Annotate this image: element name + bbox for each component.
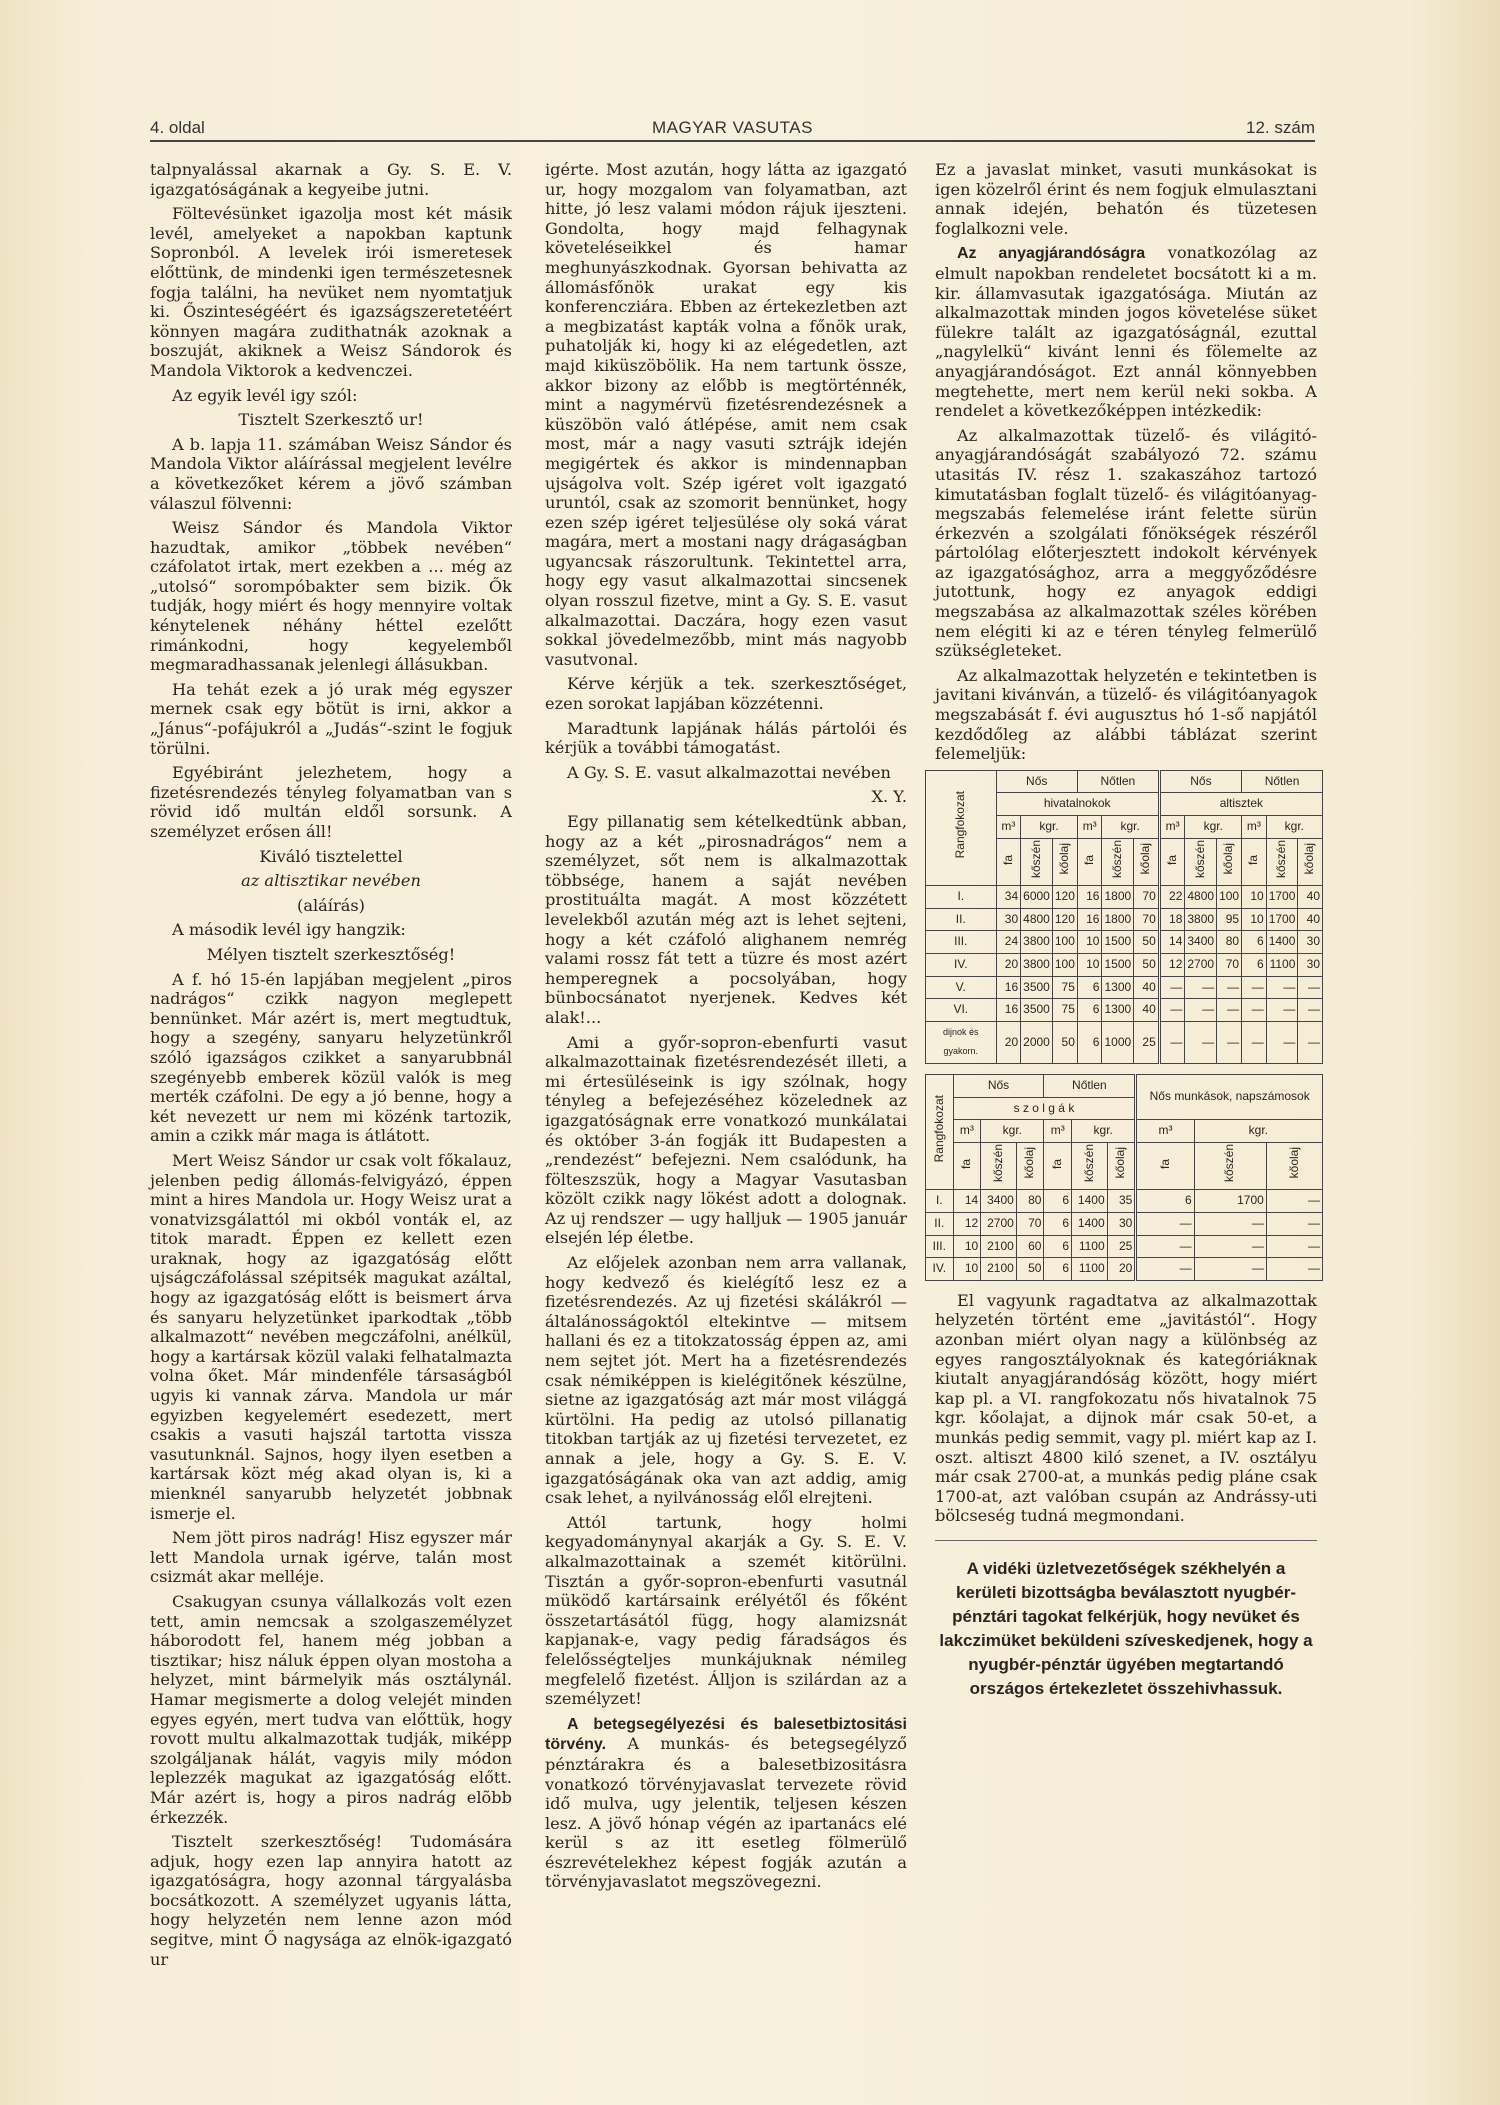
material-header — [1266, 838, 1298, 886]
table-cell: 25 — [1134, 1021, 1160, 1063]
material-label: kőszén — [1192, 839, 1207, 878]
table-cell: 1500 — [1102, 931, 1134, 954]
material-label: fa — [1049, 1159, 1064, 1170]
col-header: Nős munkások, napszámosok — [1136, 1074, 1323, 1119]
issue-number: 12. szám — [1246, 118, 1315, 137]
table-cell: 1100 — [1072, 1235, 1108, 1258]
table-cell: 16 — [1077, 908, 1102, 931]
table-row — [926, 1258, 1323, 1281]
table-cell: 34 — [996, 886, 1021, 909]
material-header — [1242, 838, 1267, 886]
table-cell: 50 — [1052, 1021, 1077, 1063]
material-label: kőszén — [1028, 839, 1043, 878]
material-header — [1298, 838, 1323, 886]
rank-cell: III. — [926, 1235, 954, 1258]
table-cell: 3500 — [1021, 976, 1053, 999]
table-cell: 2100 — [981, 1258, 1017, 1281]
material-label: kőolaj — [1221, 842, 1236, 875]
material-header — [1159, 838, 1185, 886]
table-cell: 16 — [1077, 886, 1102, 909]
rank-cell: V. — [926, 976, 997, 999]
table-cell: — — [1266, 1235, 1322, 1258]
table-cell: 1700 — [1266, 908, 1298, 931]
unit-header: kgr. — [981, 1120, 1044, 1143]
table-cell: 1300 — [1102, 999, 1134, 1022]
unit-header: m³ — [1159, 816, 1185, 839]
table-cell: 70 — [1134, 908, 1160, 931]
table-cell: 1800 — [1102, 908, 1134, 931]
table-cell: 6 — [1044, 1258, 1072, 1281]
newspaper-title: MAGYAR VASUTAS — [652, 118, 813, 137]
unit-header: kgr. — [1194, 1120, 1322, 1143]
table-cell: 6000 — [1021, 886, 1053, 909]
table-cell: 50 — [1016, 1258, 1044, 1281]
table-cell: 14 — [1159, 931, 1185, 954]
table-cell: — — [1217, 976, 1242, 999]
material-header — [1185, 838, 1217, 886]
table-cell: 3800 — [1021, 931, 1053, 954]
table-cell: 10 — [1077, 954, 1102, 977]
material-header — [1136, 1142, 1194, 1190]
material-header — [1194, 1142, 1266, 1190]
table-cell: 1000 — [1102, 1021, 1134, 1063]
material-label: fa — [959, 1159, 974, 1170]
material-header — [1021, 838, 1053, 886]
table-cell: 70 — [1217, 954, 1242, 977]
table-row — [926, 931, 1323, 954]
table-row — [926, 908, 1323, 931]
table-cell: 30 — [996, 908, 1021, 931]
table-cell: — — [1159, 1021, 1185, 1063]
table-cell: 35 — [1107, 1190, 1136, 1213]
material-header — [981, 1142, 1017, 1190]
table-cell: 50 — [1134, 954, 1160, 977]
table-cell: 80 — [1217, 931, 1242, 954]
rank-cell: I. — [926, 886, 997, 909]
section-heading: A betegsegélyezési és balesetbiztositási törvény. — [545, 1715, 907, 1754]
table-row — [926, 1235, 1323, 1258]
table-cell: 10 — [953, 1235, 981, 1258]
table-cell: — — [1185, 1021, 1217, 1063]
table-cell: 75 — [1052, 999, 1077, 1022]
table-cell: — — [1159, 999, 1185, 1022]
table-body — [926, 886, 1323, 1064]
signature: A Gy. S. E. vasut alkalmazottai nevében — [567, 762, 891, 782]
column-1 — [150, 160, 512, 1974]
section-paragraph — [935, 243, 1317, 420]
unit-header: m³ — [1136, 1120, 1194, 1143]
section-paragraph — [545, 1714, 907, 1892]
table-cell: 20 — [996, 954, 1021, 977]
table-cell: — — [1136, 1235, 1194, 1258]
material-label: kőolaj — [1022, 1147, 1037, 1179]
salutation: Tisztelt Szerkesztő ur! — [238, 410, 424, 430]
material-label: kőszén — [1110, 839, 1125, 878]
table-cell: — — [1217, 1021, 1242, 1063]
table-cell: 6 — [1077, 976, 1102, 999]
material-label: kőolaj — [1286, 1147, 1301, 1179]
table-cell: 40 — [1298, 908, 1323, 931]
unit-header: kgr. — [1021, 816, 1078, 839]
table-cell: — — [1185, 999, 1217, 1022]
material-label: kőolaj — [1302, 842, 1317, 875]
unit-header: m³ — [1242, 816, 1267, 839]
group-header: hivatalnokok — [996, 793, 1159, 816]
unit-header: m³ — [1077, 816, 1102, 839]
table-cell: 30 — [1298, 954, 1323, 977]
paragraph: Mert Weisz Sándor ur csak volt főkalauz, jelenben pedig állomás-felvigyázó, éppen mint a hires Mandola ur. Hogy Weisz urat a vonatvizsgálattól mi okból vonták el, az titok maradt. Éppen ez kellett ezen uraknak, hogy az igazgatóság előtt ujságczáfolással szépitsék magukat azáltal, hogy az igazgatóság előtt is beismert árva és sanyaru helyzetünket iparkodtak „több alkalmazott“ nevében megczáfolni, anélkül, hogy a kartársak közül valaki felhatalmazta volna őket. Már mindenféle társaságból ugyis ki vannak zárva. Mandola ur már egyizben kegyelemért esedezett, mert csakis a vasuti hajszál tartotta vissza vasutunknál. Sajnos, hogy ilyen esetben a kartársak közt még akad olyan is, ki a mienknél sanyarubb helyzetét jobbnak ismerje el. — [150, 1150, 512, 1523]
table-cell: 40 — [1298, 886, 1323, 909]
material-header — [1072, 1142, 1108, 1190]
table-cell: 75 — [1052, 976, 1077, 999]
table-cell: 1100 — [1266, 954, 1298, 977]
unit-header: kgr. — [1185, 816, 1242, 839]
table-cell: 4800 — [1021, 908, 1053, 931]
table-cell: 10 — [1242, 908, 1267, 931]
table-cell: 60 — [1016, 1235, 1044, 1258]
material-header — [1217, 838, 1242, 886]
table-cell: 14 — [953, 1190, 981, 1213]
material-label: kőszén — [1222, 1143, 1237, 1182]
material-header — [1102, 838, 1134, 886]
table-cell: 1400 — [1266, 931, 1298, 954]
table-cell: — — [1242, 999, 1267, 1022]
paragraph: A f. hó 15-én lapjában megjelent „piros nadrágos“ czikk nagyon meglepett bennünket. Már azért is, mert megtudtuk, hogy a szegény, sanyaru helyzetünkről szóló igazságos czikket a sanyarubbnál szegényebb emberek közül valók is meg merték czáfolni. De egy a jó benne, hogy a két nevezett ur nem mi közénk tartozik, amin a czikk már maga is átlátott. — [150, 969, 512, 1146]
table-cell: 6 — [1044, 1212, 1072, 1235]
paragraph: Attól tartunk, hogy holmi kegyadománynyal akarják a Gy. S. E. V. alkalmazottainak a szemét kitörülni. Tisztán a győr-sopron-ebenfurti vasutnál müködő kartársaink erélyétől és főként összetartásától függ, hogy alamizsnát kapjanak-e, vagy pedig fáradságos és felelősségteljes munkájuknak némileg megfelelő fizetést. Álljon is szilárdan az a személyzet! — [545, 1512, 907, 1709]
table-cell: 6 — [1044, 1190, 1072, 1213]
paragraph: Weisz Sándor és Mandola Viktor hazudtak, amikor „többek nevében“ czáfolatot irtak, mert ezekben a ... még az „utolsó“ sorompóbakter sem bizik. Ők tudják, hogy miért és hogy mennyire voltak kénytelenek néhány héttel ezelőtt rimánkodni, hogy kegyelemből megmaradhassanak jelenlegi állásukban. — [150, 518, 512, 675]
material-label: kőszén — [990, 1143, 1005, 1182]
material-label: kőolaj — [1138, 842, 1153, 875]
rank-cell: I. — [926, 1190, 954, 1213]
table-cell: 1300 — [1102, 976, 1134, 999]
table-cell: 120 — [1052, 908, 1077, 931]
table-cell: 1700 — [1194, 1190, 1266, 1213]
table-row — [926, 954, 1323, 977]
rank-cell: IV. — [926, 1258, 954, 1281]
material-label: fa — [1246, 855, 1261, 866]
table-cell: 80 — [1016, 1190, 1044, 1213]
paragraph: Nem jött piros nadrág! Hisz egyszer már lett Mandola urnak igérve, talán most csizmát akar melléje. — [150, 1528, 512, 1587]
table-cell: 16 — [996, 976, 1021, 999]
table-cell: 40 — [1134, 999, 1160, 1022]
material-header — [1107, 1142, 1136, 1190]
paragraph: Maradtunk lapjának hálás pártolói és kérjük a további támogatást. — [545, 718, 907, 758]
table-cell: — — [1298, 1021, 1323, 1063]
material-header — [1052, 838, 1077, 886]
material-label: kőolaj — [1057, 842, 1072, 875]
paragraph: Az alkalmazottak helyzetén e tekintetben is javitani kivánván, a tüzelő- és világitóanyagok megszabását f. évi augusztus hó 1-ső napjától kezdődőleg az alábbi táblázat szerint felemeljük: — [935, 665, 1317, 764]
paragraph: Ami a győr-sopron-ebenfurti vasut alkalmazottainak fizetésrendezését illeti, a mi értesüléseink is igy szólnak, hogy tényleg a befejezéséhez közelednek az igazgatóságnak erre vonatkozó munkálatai és október 3-án fogják itt Budapesten a „rendezést“ befejezni. Nem csalódunk, ha fölteszszük, hogy a Magyar Vasutasban közölt czikk nagy lökést adott a dolognak. Az uj rendszer — ugy halljuk — 1905 január elsején lép életbe. — [545, 1032, 907, 1248]
table-cell: 70 — [1016, 1212, 1044, 1235]
table-row — [926, 999, 1323, 1022]
unit-header: m³ — [996, 816, 1021, 839]
paragraph: Az egyik levél igy szól: — [172, 385, 358, 405]
table-cell: 40 — [1134, 976, 1160, 999]
table-body — [926, 1190, 1323, 1280]
table-cell: 10 — [953, 1258, 981, 1281]
page-header — [150, 114, 1315, 142]
paragraph: Csakugyan csunya vállalkozás volt ezen tett, amin nemcsak a szolgaszemélyzet háborodott fel, hanem még jobban a tisztikar; hisz náluk éppen olyan mostoha a helyzet, mint bármelyik más osztálynál. Hamar megismerte a dolog velejét minden egyes egyén, mert tudva van előttük, hogy rovott multu alkalmazottak tudják, miképp szolgáljanak hálát, vagyis mily módon leplezzék magukat az igazgatóság előtt. Már azért is, hogy a piros nadrág elõbb érkezzék. — [150, 1591, 512, 1827]
allowance-table-2 — [925, 1074, 1323, 1281]
section-heading: Az anyagjárandóságra — [957, 245, 1146, 263]
signature: az altisztikar nevében — [241, 871, 421, 891]
rank-header: Rangfokozat — [952, 791, 967, 859]
group-header: s z o l g á k — [953, 1097, 1136, 1120]
table-row — [926, 1021, 1323, 1063]
unit-header: kgr. — [1102, 816, 1159, 839]
table-cell: 3400 — [981, 1190, 1017, 1213]
table-cell: 30 — [1298, 931, 1323, 954]
rank-cell: IV. — [926, 954, 997, 977]
material-label: kőolaj — [1113, 1147, 1128, 1179]
table-cell: 3800 — [1021, 954, 1053, 977]
page-number: 4. oldal — [150, 118, 205, 137]
table-cell: 4800 — [1185, 886, 1217, 909]
table-cell: 3800 — [1185, 908, 1217, 931]
salutation: Mélyen tisztelt szerkesztőség! — [206, 944, 456, 964]
material-header — [1016, 1142, 1044, 1190]
table-cell: 6 — [1136, 1190, 1194, 1213]
table-cell: 10 — [1242, 886, 1267, 909]
table-cell: 6 — [1242, 931, 1267, 954]
signature-note: (aláírás) — [297, 895, 365, 915]
col-header: Nős — [953, 1074, 1044, 1097]
column-3 — [931, 160, 1320, 1701]
table-cell: 1400 — [1072, 1212, 1108, 1235]
table-cell: 6 — [1077, 1021, 1102, 1063]
col-header: Nős — [996, 770, 1077, 793]
table-cell: 12 — [1159, 954, 1185, 977]
material-label: kőszén — [1274, 839, 1289, 878]
unit-header: kgr. — [1072, 1120, 1136, 1143]
table-cell: — — [1242, 976, 1267, 999]
table-cell: 95 — [1217, 908, 1242, 931]
col-header: Nőtlen — [1077, 770, 1159, 793]
col-header: Nőtlen — [1044, 1074, 1136, 1097]
table-cell: 1500 — [1102, 954, 1134, 977]
material-header — [1044, 1142, 1072, 1190]
paragraph-text: A munkás- és betegsegélyző pénztárakra és a balesetbizositásra vonatkozó törvényjavaslat tervezete rövid idő mulva, ugy jelentik, teljesen készen lesz. A jövő hónap végén az ipartanács elé kerül s az itt esetleg fölmerülő észrevételekhez képest fogják azután a törvényjavaslatot megszövegezni. — [545, 1734, 907, 1892]
table-cell: 2000 — [1021, 1021, 1053, 1063]
paragraph: Ez a javaslat minket, vasuti munkásokat is igen közelről érint és nem fogjuk elmulasztani annak idején, behatón és tüzetesen foglalkozni vele. — [935, 160, 1317, 238]
table-cell: 25 — [1107, 1235, 1136, 1258]
allowance-table-1 — [925, 770, 1323, 1064]
table-cell: — — [1266, 1212, 1322, 1235]
paragraph: A b. lapja 11. számában Weisz Sándor és Mandola Viktor aláírással megjelent levélre a következőket kérem a jövő számban válaszul fölvenni: — [150, 434, 512, 513]
table-cell: — — [1266, 1190, 1322, 1213]
material-header — [1266, 1142, 1322, 1190]
paragraph-text: vonatkozólag az elmult napokban rendeletet bocsátott ki a m. kir. államvasutak igazgatósága. Miután az alkalmazottak minden jogos követelése süket fülekre talált az igazgatóságnál, ezuttal „nagylelkü“ kivánt lenni és fölemelte az anyagjárandóságot. Ezt annál könnyebben megtehette, mert nem kerül neki sokba. A rendelet a következőképpen intézkedik: — [935, 243, 1317, 421]
paragraph: igérte. Most azután, hogy látta az igazgató ur, hogy mozgalom van folyamatban, azt hitte, jó lesz valami módon rájuk ijeszteni. Gondolta, hogy majd felhagynak követeléseikkel és hamar meghunyászkodnak. Gyorsan behivatta az állomásfőnök urakat egy kis konferencziára. Ebben az értekezletben azt a megbizatást kapták volna a főnök urak, puhatolják ki, hogy ki az elégedetlen, azt majd kiküszöbölik. Ha nem tartunk össze, akkor bizony az előbb is megtörténnék, mint a nagymérvü fizetésrendezésnek a küszöbön való átlépése, amit nem csak most, már a nagy vasuti sztrájk idején megigértek és akkor is mindennapban ujságolva volt. Szép igéret volt igazgató uruntól, csak az szomorit bennünket, hogy ezen szép igéret teljesülése oly soká várat magára, mert a mostani nagy drágaságban ugyancsak rászorultunk. Tekintettel arra, hogy egy vasut alkalmazottai sincsenek olyan rosszul fizetve, mint a Gy. S. E. vasut alkalmazottai. Daczára, hogy ezen vasut sokkal jövedelmezőbb, mint más nagyobb vasutvonal. — [545, 160, 907, 669]
table-cell: 16 — [996, 999, 1021, 1022]
table-cell: 18 — [1159, 908, 1185, 931]
table-cell: 1400 — [1072, 1190, 1108, 1213]
material-header — [1134, 838, 1160, 886]
table-cell: 12 — [953, 1212, 981, 1235]
material-label: fa — [1157, 1159, 1172, 1170]
group-header: altisztek — [1159, 793, 1322, 816]
table-cell: 3400 — [1185, 931, 1217, 954]
table-cell: — — [1217, 999, 1242, 1022]
table-cell: — — [1136, 1258, 1194, 1281]
table-cell: — — [1194, 1258, 1266, 1281]
rank-header: Rangfokozat — [931, 1095, 946, 1163]
material-label: fa — [1000, 855, 1015, 866]
table-cell: 1800 — [1102, 886, 1134, 909]
table-cell: 6 — [1044, 1235, 1072, 1258]
table-cell: 50 — [1134, 931, 1160, 954]
paragraph: Föltevésünket igazolja most két másik levél, amelyeket a napokban kaptunk Sopronból. A levelek irói ismeretesek előttünk, de mindenki igen természetesnek fogja találni, ha nevüket nem nyomtatjuk ki. Őszinteségéért és igazságszeretetéért könnyen magára zudithatnák azoknak a boszuját, akiknek a Weisz Sándorok és Mandola Viktorok a kedvenczei. — [150, 204, 512, 380]
table-cell: 2700 — [981, 1212, 1017, 1235]
table-cell: — — [1266, 999, 1298, 1022]
closing: Kiváló tisztelettel — [259, 846, 403, 866]
table-cell: 100 — [1052, 954, 1077, 977]
table-row — [926, 976, 1323, 999]
table-cell: 1700 — [1266, 886, 1298, 909]
paragraph: Az alkalmazottak tüzelő- és világitó-anyagjárandóságát szabályozó 72. számu utasitás IV. rész 1. szakaszához tartozó kimutatásban foglalt tüzelő- és világitóanyag-megszabás felemelése iránt felette sürün érkezvén a szolgálati főnökségek részéről pártolólag előterjesztett indokolt kérvények az igazgatósághoz, arra a meggyőződésre jutottunk, hogy ez anyagok eddigi megszabása az alkalmazottak széles körében nem elégiti ki az e téren tényleg felmerülő szükségleteket. — [935, 425, 1317, 661]
paragraph: Egyébiránt jelezhetem, hogy a fizetésrendezés tényleg folyamatban van s rövid idő multán eldől sorsunk. A személyzet erősen áll! — [150, 763, 512, 841]
paragraph: Ha tehát ezek a jó urak még egyszer mernek csak egy bötüt is irni, akkor a „Jánus“-pofájukról a „Judás“-szint le fogjuk törülni. — [150, 679, 512, 758]
table-cell: 6 — [1242, 954, 1267, 977]
table-cell: 1100 — [1072, 1258, 1108, 1281]
table-cell: 24 — [996, 931, 1021, 954]
paragraph: A második levél igy hangzik: — [172, 920, 406, 940]
table-cell: 100 — [1052, 931, 1077, 954]
table-cell: 20 — [996, 1021, 1021, 1063]
table-cell: 100 — [1217, 886, 1242, 909]
rank-cell: dijnok és gyakorn. — [926, 1021, 997, 1063]
unit-header: m³ — [1044, 1120, 1072, 1143]
paragraph: El vagyunk ragadtatva az alkalmazottak helyzetén történt eme „javitástól“. Hogy azonban miért olyan nagy a különbség az egyes rangosztályoknak és kategóriáknak kiutalt anyagjárandóság között, hogy miért kap pl. a VI. rangfokozatu nős hivatalnok 75 kgr. kőolajat, a dijnok már csak 50-et, a munkás pedig semmit, vagy pl. miért kap az I. oszt. altiszt 4800 kiló szenet, a IV. osztályu már csak 2700-at, a munkás pedig pláne csak 1700-at, azt valóban csupán az Andrássy-uti bölcseség tudná megmondani. — [935, 1290, 1317, 1526]
rank-cell: II. — [926, 908, 997, 931]
table-cell: 70 — [1134, 886, 1160, 909]
column-2 — [545, 160, 907, 1897]
table-cell: — — [1266, 976, 1298, 999]
table-cell: 6 — [1077, 999, 1102, 1022]
paragraph: talpnyalással akarnak a Gy. S. E. V. igazgatóságának a kegyeibe jutni. — [150, 160, 512, 199]
table-cell: — — [1298, 999, 1323, 1022]
signature-initials: X. Y. — [871, 787, 907, 807]
table-cell: 120 — [1052, 886, 1077, 909]
table-cell: 20 — [1107, 1258, 1136, 1281]
table-cell: — — [1266, 1021, 1298, 1063]
rank-header-cell — [926, 770, 997, 885]
unit-header: kgr. — [1266, 816, 1322, 839]
paragraph: Egy pillanatig sem kételkedtünk abban, hogy az a két „pirosnadrágos“ nem a személyzet, sőt nem is alkalmazottak többsége, hanem a saját nevében prostituálta magát. A most közzétett levelekből azután még azt is lehet sejteni, hogy a két czáfoló alighanem nemrég valami rossz fát tett a tüzre és most azért hemperegnek a pocsolyában, hogy bünbocsánatot nyerjenek. Kedves két alak!... — [545, 812, 907, 1027]
table-row — [926, 886, 1323, 909]
rank-cell: II. — [926, 1212, 954, 1235]
rank-cell: VI. — [926, 999, 997, 1022]
table-cell: 10 — [1077, 931, 1102, 954]
paragraph: Kérve kérjük a tek. szerkesztőséget, ezen sorokat lapjában közzétenni. — [545, 674, 907, 714]
table-cell: 2100 — [981, 1235, 1017, 1258]
material-header — [1077, 838, 1102, 886]
paragraph: Tisztelt szerkesztőség! Tudomására adjuk, hogy ezen lap annyira hatott az igazgatóságra, hogy azonnal tárgyalásba bocsátkozott. A személyzet ugyanis látta, hogy helyzetén nem lenne azon mód segitve, mint Ő nagysága az elnök-igazgató ur — [150, 1832, 512, 1969]
table-cell: 3500 — [1021, 999, 1053, 1022]
paragraph: Az előjelek azonban nem arra vallanak, hogy kedvező és kielégítő lesz ez a fizetésrendezés. Az uj fizetési skálákról — általánosságoktól eltekintve — mitsem hallani és ez a titokzatosság éppen az, ami nem sejtet jót. Mert ha a fizetésrendezés csak némiképpen is kielégitőnek készülne, sietne az igazgatóság azt már most világgá kürtölni. Ha pedig az utolsó pillanatig titokban tartják az uj fizetési tervezetet, ez annak a jele, hogy a Gy. S. E. V. igazgatóságának oka van azt addig, amig csak lehet, a nyilvánosság elől elrejteni. — [545, 1253, 907, 1508]
table-cell: — — [1298, 976, 1323, 999]
table-cell: — — [1136, 1212, 1194, 1235]
table-row — [926, 1190, 1323, 1213]
table-cell: — — [1266, 1258, 1322, 1281]
notice-box: A vidéki üzletvezetőségek székhelyén a kerületi bizottságba beválasztott nyugbér-pénztári tagokat felkérjük, hogy nevüket és lakczimüket beküldeni szíveskedjenek, hogy a nyugbér-pénztár ügyében megtartandó országos értekezletet összehivhassuk. — [935, 1540, 1317, 1701]
material-header — [996, 838, 1021, 886]
material-label: kőszén — [1081, 1143, 1096, 1182]
material-label: fa — [1081, 855, 1096, 866]
material-label: fa — [1164, 855, 1179, 866]
col-header: Nős — [1159, 770, 1241, 793]
table-row — [926, 1212, 1323, 1235]
table-cell: — — [1159, 976, 1185, 999]
table-cell: 2700 — [1185, 954, 1217, 977]
table-cell: — — [1194, 1212, 1266, 1235]
table-cell: 22 — [1159, 886, 1185, 909]
table-cell: — — [1185, 976, 1217, 999]
table-cell: 30 — [1107, 1212, 1136, 1235]
rank-header-cell — [926, 1074, 954, 1189]
rank-cell: III. — [926, 931, 997, 954]
table-cell: — — [1242, 1021, 1267, 1063]
col-header: Nőtlen — [1242, 770, 1323, 793]
table-cell: — — [1194, 1235, 1266, 1258]
material-header — [953, 1142, 981, 1190]
unit-header: m³ — [953, 1120, 981, 1143]
